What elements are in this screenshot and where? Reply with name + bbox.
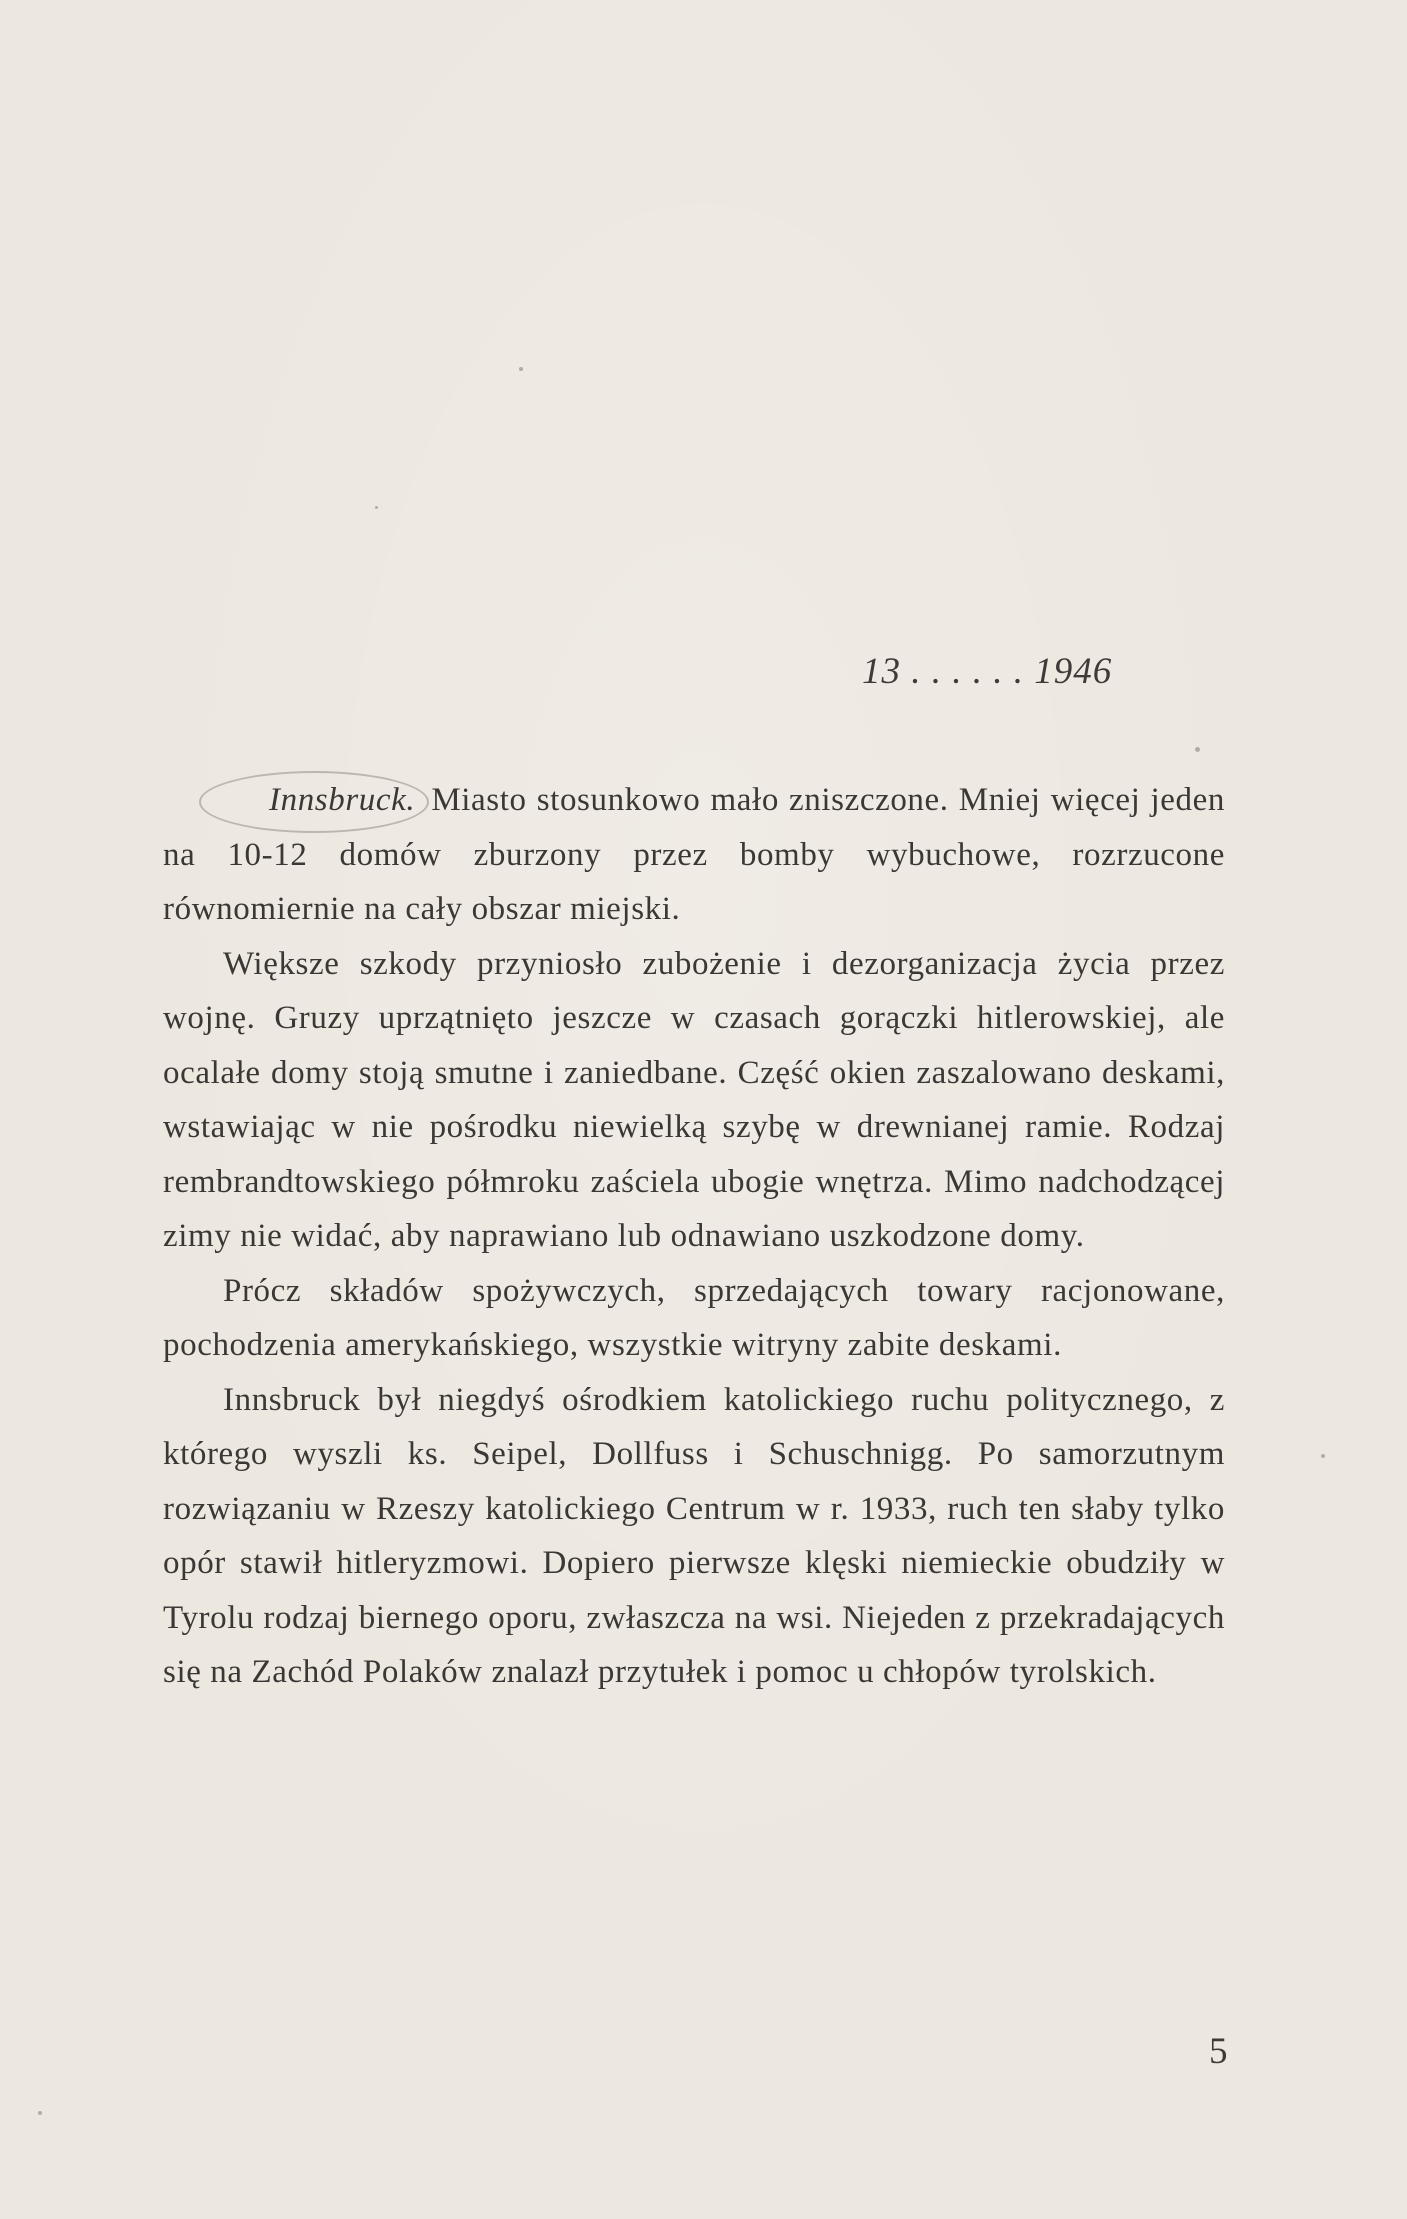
- paragraph: Większe szkody przyniosło zubożenie i dezorganizacja życia przez wojnę. Gruzy uprzątnięto jeszcze w czasach gorączki hitlerowskiej, ale ocalałe domy stoją smutne i zaniedbane. Część okien zaszalowano deskami, wstawiając w nie pośrodku niewielką szybę w drewnianej ramie. Rodzaj rembrandtowskiego półmroku zaściela ubogie wnętrza. Mimo nadchodzącej zimy nie widać, aby naprawiano lub odnawiano uszkodzone domy.: [163, 945, 1225, 1254]
- paragraph: Prócz składów spożywczych, sprzedających towary racjonowane, pochodzenia amerykańskiego, wszystkie witryny zabite deskami.: [163, 1272, 1225, 1363]
- entry-date: 13 . . . . . . 1946: [862, 651, 1113, 692]
- paper-speck: [38, 2111, 42, 2115]
- paragraph: [163, 773, 1225, 937]
- paper-speck: [1195, 747, 1200, 752]
- paragraph: Innsbruck był niegdyś ośrodkiem katolickiego ruchu politycznego, z którego wyszli ks. Seipel, Dollfuss i Schuschnigg. Po samorzutnym rozwiązaniu w Rzeszy katolickiego Centrum w r. 1933, ruch ten słaby tylko opór stawił hitleryzmowi. Dopiero pierwsze klęski niemieckie obudziły w Tyrolu rodzaj biernego oporu, zwłaszcza na wsi. Niejeden z przekradających się na Zachód Polaków znalazł przytułek i pomoc u chłopów tyrolskich.: [163, 1381, 1225, 1690]
- paper-speck: [1321, 1454, 1325, 1458]
- paper-speck: [375, 506, 378, 509]
- entry-text: [163, 773, 1225, 1700]
- place-name-circled: [213, 773, 421, 828]
- paper-speck: [519, 367, 523, 371]
- page-number: 5: [1209, 2031, 1228, 2072]
- place-name: Innsbruck.: [269, 782, 416, 818]
- paragraph-text: Miasto stosunkowo mało zniszczone. Mniej więcej jeden na 10-12 domów zburzony przez bomby wybuchowe, rozrzucone równomiernie na cały obszar miejski.: [163, 782, 1225, 927]
